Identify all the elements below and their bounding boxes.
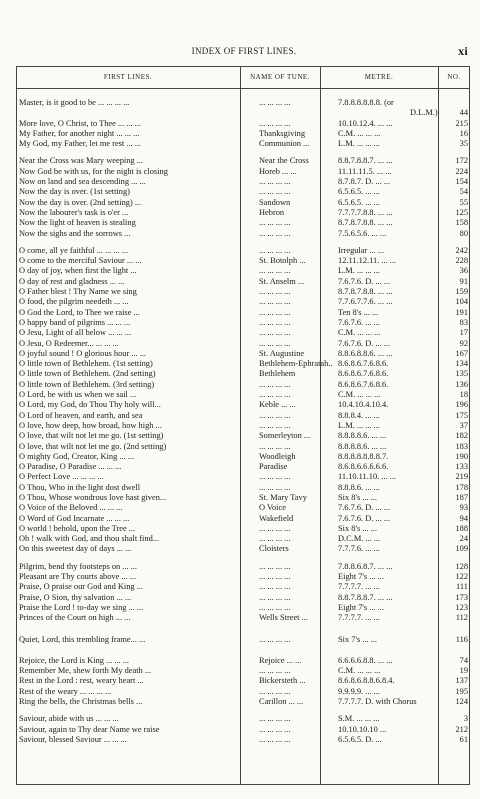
metre: 8.7.8.7.8.8. ... ... [338,287,393,297]
tune-name: Horeb ... ... [259,166,297,176]
first-line: O Jesu, Light of all below ... ... ... [19,328,132,338]
hymn-number: 167 [455,348,468,358]
tune-name: ... ... ... ... [259,734,291,744]
metre: S.M. ... ... ... [338,714,380,724]
table-row [16,139,470,149]
first-line: Praise the Lord ! to-day we sing ... ... [19,602,144,612]
table-row [16,524,470,534]
hymn-number: 191 [455,307,468,317]
table-row [16,452,470,462]
page-header [20,44,468,58]
hymn-number: 215 [455,118,468,128]
metre: 8.7.8.7. D. ... ... [338,177,391,187]
tune-name: ... ... ... ... [259,297,291,307]
hymn-number: 224 [455,166,468,176]
metre: 8.6.8.6.7.6.8.6. [338,359,389,369]
first-line: O Perfect Love ... ... ... ... [19,472,104,482]
table-row [16,256,470,266]
hymn-number: 188 [455,523,468,533]
first-line: O Word of God Incarnate ... ... ... [19,513,130,523]
hymn-number: 182 [455,431,468,441]
metre: 8.7.8.7.8.8. ... ... [338,218,393,228]
first-line: Now the day is over. (2nd setting) ... [19,197,142,207]
tune-name: ... ... ... ... [259,482,291,492]
tune-name: Thanksgiving [259,128,306,138]
hymn-number: 175 [455,410,468,420]
metre: Eight 7's ... ... [338,602,384,612]
tune-name: ... ... ... ... [259,410,291,420]
hymn-number: 158 [455,218,468,228]
tune-name: ... ... ... ... [259,379,291,389]
metre: C.M. ... ... ... [338,390,381,400]
table-row [16,287,470,297]
table-row [16,156,470,166]
metre: 7.6.7.6. D. ... ... [338,513,391,523]
metre: 8.6.8.6.7.6.8.6. [338,379,389,389]
metre: Irregular ... ... [338,245,385,255]
table-row [16,246,470,256]
metre: 12.11.12.11. ... ... [338,256,397,266]
first-line: O come, all ye faithful ... ... ... ... [19,245,129,255]
table-row [16,369,470,379]
hymn-number: 135 [455,369,468,379]
first-line: O day of rest and gladness ... ... [19,276,125,286]
hymn-number: 19 [459,666,468,676]
table-row [16,593,470,603]
hymn-number: 195 [455,686,468,696]
table-row [16,714,470,724]
tune-name: ... ... ... ... [259,634,291,644]
table-row [16,635,470,645]
tune-name: Sandown [259,197,291,207]
hymn-number: 124 [455,697,468,707]
hymn-number: 136 [455,379,468,389]
hymn-number: 74 [459,655,468,665]
first-line: My God, my Father, let me rest ... ... [19,139,142,149]
hymn-number: 112 [455,613,468,623]
hymn-number: 94 [459,513,468,523]
first-line: Pilgrim, bend thy footsteps on ... ... [19,561,137,571]
metre: 10.4.10.4.10.4. [338,400,389,410]
metre: L.M. ... ... ... [338,266,380,276]
first-line: O love, how deep, how broad, how high ... [19,420,162,430]
tune-name: ... ... ... ... [259,390,291,400]
table-row [16,177,470,187]
first-line: Master, is it good to be ... ... ... ... [19,98,130,107]
table-row [16,308,470,318]
table-row [16,503,470,513]
hymn-number: 228 [455,256,468,266]
first-line: Saviour, blessed Saviour ... ... ... [19,734,127,744]
table-row [16,218,470,228]
first-line: Now God be with us, for the night is closing [19,166,168,176]
metre: 10.10.10.10 ... [338,724,387,734]
hymn-number: 178 [455,482,468,492]
page-number: xi [458,44,468,58]
hymn-number: 219 [455,472,468,482]
metre: 7.6.7.6. D. ... ... [338,503,391,513]
hymn-number: 35 [459,139,468,149]
hymn-number: 93 [459,503,468,513]
first-line: Princes of the Court on high ... ... [19,613,131,623]
hymn-number: 242 [455,245,468,255]
table-row [16,613,470,623]
metre: L.M. ... ... ... [338,139,380,149]
metre: Eight 7's ... ... [338,572,384,582]
tune-name: ... ... ... ... [259,307,291,317]
table-row [16,339,470,349]
column-header-first-lines: FIRST LINES. [103,73,153,81]
tune-name: Cloisters [259,544,289,554]
table-row [16,400,470,410]
metre: 7.7.7.7. ... ... [338,613,380,623]
tune-name: ... ... ... ... [259,534,291,544]
metre: 9.9.9.9. ... ... [338,686,380,696]
tune-name: Somerleyton ... [259,431,311,441]
metre: 8.8.8.8.6. ... ... [338,441,387,451]
first-line: O little town of Bethlehem. (1st setting) [19,359,153,369]
metre: 8.8.6.8.8.6. ... ... [338,348,393,358]
metre: Six 8's ... ... [338,492,377,502]
tune-name: Keble ... ... [259,400,296,410]
tune-name: ... ... ... ... [259,724,291,734]
hymn-number: 18 [459,390,468,400]
table-row [16,572,470,582]
metre: 8.8.8.6. ... ... [338,482,380,492]
first-line: Now the light of heaven is stealing [19,218,136,228]
first-line: Now the sighs and the sorrows ... [19,228,131,238]
first-line: O love, that wilt not let me go. (1st setting) [19,431,164,441]
metre: 10.10.12.4. ... ... [338,118,393,128]
table-row [16,198,470,208]
column-header-row [16,66,470,89]
table-row [16,562,470,572]
hymn-number: 16 [459,128,468,138]
first-line: Praise, O Sion, thy salvation ... ... [19,592,132,602]
first-line: Now the day is over. (1st setting) [19,187,130,197]
tune-name: O Voice [259,503,286,513]
table-row [16,462,470,472]
metre: C.M. ... ... ... [338,666,381,676]
first-line: Rest in the Lord : rest, weary heart ... [19,676,144,686]
metre: 7.7.6.7.7.6. ... ... [338,297,393,307]
first-line: O Lord, be with us when we sail ... [19,390,137,400]
tune-name: ... ... ... ... [259,187,291,197]
hymn-number: 61 [459,734,468,744]
first-line: Now on land and sea descending ... ... [19,177,146,187]
table-row [16,676,470,686]
tune-name: ... ... ... ... [259,602,291,612]
tune-name: ... ... ... ... [259,523,291,533]
metre: 8.8.7.8.8.7. ... ... [338,156,393,166]
metre: 7.6.7.6. ... ... [338,317,380,327]
metre: Six 8's ... ... [338,523,377,533]
metre-continued: D.L.M.) [410,108,438,118]
first-line: Pleasant are Thy courts above ... ... [19,572,137,582]
tune-name: Rejoice ... ... [259,655,302,665]
tune-name: Woodleigh [259,451,296,461]
first-line: Saviour, again to Thy dear Name we raise [19,724,160,734]
column-header-number: NO. [447,73,461,81]
first-line: O world ! behold, upon the Tree ... [19,523,136,533]
tune-name: ... ... ... ... [259,228,291,238]
metre: 7.5.6.5.6. ... ... [338,228,387,238]
table-row [16,318,470,328]
table-row [16,167,470,177]
tune-name: ... ... ... ... [259,592,291,602]
tune-name: ... ... ... ... [259,287,291,297]
tune-name: Communion ... [259,139,310,149]
tune-name: ... ... ... ... [259,338,291,348]
table-row [16,187,470,197]
metre: 8.8.7.8.8.7. ... ... [338,592,393,602]
hymn-number: 122 [455,572,468,582]
tune-name: Wakefield [259,513,294,523]
metre: 8.6.8.6.7.6.8.6. [338,369,389,379]
table-row [16,266,470,276]
tune-name: St. Botolph ... [259,256,306,266]
table-row [16,544,470,554]
table-row [16,380,470,390]
tune-name: ... ... ... ... [259,177,291,187]
first-line: Remember Me, shew forth My death ... [19,666,152,676]
table-row [16,349,470,359]
hymn-number: 172 [455,156,468,166]
first-line: O Thou, Who in the light dost dwell [19,482,141,492]
metre: 8.6.8.6.6.6.6.6. [338,462,389,472]
hymn-number: 54 [459,187,468,197]
table-row [16,98,470,119]
hymn-number: 111 [456,582,468,592]
hymn-number: 154 [455,177,468,187]
hymn-number: 91 [459,276,468,286]
table-row [16,328,470,338]
first-line: O God the Lord, to Thee we raise ... [19,307,140,317]
hymn-number: 183 [455,441,468,451]
hymn-number: 212 [455,724,468,734]
tune-name: St. Augustine [259,348,305,358]
tune-name: ... ... ... ... [259,245,291,255]
table-row [16,493,470,503]
table-row [16,411,470,421]
hymn-number: 55 [459,197,468,207]
page-title: INDEX OF FIRST LINES. [191,46,297,56]
hymn-number: 134 [455,359,468,369]
metre: 7.7.7.7.8.8. ... ... [338,207,393,217]
hymn-number: 116 [455,634,468,644]
hymn-number: 133 [455,462,468,472]
metre: Ten 8's ... ... [338,307,379,317]
tune-name: Carillon ... ... [259,697,304,707]
first-line: Ring the bells, the Christmas bells ... [19,697,143,707]
table-row [16,119,470,129]
table-row [16,431,470,441]
hymn-number: 17 [459,328,468,338]
tune-name: Wells Street ... [259,613,308,623]
first-line: Now the labourer's task is o'er ... [19,207,129,217]
metre: 7.7.7.6. ... ... [338,544,380,554]
metre: 11.11.11.5. ... ... [338,166,392,176]
tune-name: Bethlehem-Ephratah.. [259,359,333,369]
first-line: O Lord of heaven, and earth, and sea [19,410,143,420]
hymn-number: 44 [459,108,468,118]
metre: 7.7.7.7. D. with Chorus [338,697,417,707]
table-row [16,725,470,735]
hymn-number: 125 [455,207,468,217]
first-line: O little town of Bethlehem. (3rd setting) [19,379,155,389]
table-row [16,534,470,544]
table-row [16,687,470,697]
hymn-number: 80 [459,228,468,238]
metre: D.C.M. ... ... [338,534,381,544]
first-line: Quiet, Lord, this trembling frame... ... [19,634,146,644]
metre: 11.10.11.10. ... ... [338,472,397,482]
table-row [16,666,470,676]
metre: C.M. ... ... ... [338,328,381,338]
tune-name: St. Mary Tavy [259,492,307,502]
first-line: On this sweetest day of days ... ... [19,544,132,554]
table-row [16,129,470,139]
tune-name: ... ... ... ... [259,686,291,696]
hymn-number: 159 [455,287,468,297]
metre: 8.8.8.8.6. ... ... [338,431,387,441]
first-line: O Paradise, O Paradise ... ... ... [19,462,122,472]
first-line: O come to the merciful Saviour ... ... [19,256,142,266]
table-row [16,359,470,369]
tune-name: ... ... ... ... [259,714,291,724]
first-line: More love, O Christ, to Thee ... ... ... [19,118,141,128]
tune-name: ... ... ... ... [259,572,291,582]
metre: 6.5.6.5. D. ... [338,734,382,744]
first-line: O Thou, Whose wondrous love hast given... [19,492,167,502]
first-line: O Voice of the Beloved ... ... ... [19,503,123,513]
hymn-number: 187 [455,492,468,502]
hymn-number: 173 [455,592,468,602]
table-row [16,297,470,307]
metre: 6.6.6.6.8.8. ... ... [338,655,393,665]
table-row [16,582,470,592]
hymn-number: 83 [459,317,468,327]
index-rows [16,98,470,745]
first-line: Oh ! walk with God, and thou shalt find... [19,534,160,544]
tune-name: ... ... ... ... [259,266,291,276]
tune-name: Bickersteth ... [259,676,306,686]
table-row [16,229,470,239]
metre: C.M. ... ... ... [338,128,381,138]
tune-name: ... ... ... ... [259,441,291,451]
table-row [16,656,470,666]
table-row [16,472,470,482]
tune-name: St. Anselm ... [259,276,305,286]
table-row [16,390,470,400]
metre: 7.6.7.6. D. ... ... [338,276,391,286]
metre: Six 7's ... ... [338,634,377,644]
table-row [16,697,470,707]
metre: 8.8.8.8.8.8.8.7. [338,451,389,461]
tune-name: Bethlehem [259,369,296,379]
table-row [16,483,470,493]
table-row [16,421,470,431]
hymn-number: 128 [455,561,468,571]
tune-name: Paradise [259,462,288,472]
tune-name: ... ... ... ... [259,472,291,482]
first-line: Praise, O praise our God and King ... [19,582,143,592]
tune-name: ... ... ... ... [259,218,291,228]
metre: 7.8.8.6.8.7. ... ... [338,561,393,571]
first-line: Rest of the weary ... ... ... ... [19,686,112,696]
metre: 8.6.8.6.8.8.6.8.4. [338,676,395,686]
first-line: O happy band of pilgrims ... ... ... [19,317,131,327]
first-line: O day of joy, when first the light ... [19,266,137,276]
tune-name: ... ... ... ... [259,420,291,430]
first-line: Saviour, abide with us ... ... ... [19,714,119,724]
tune-name: ... ... ... ... [259,317,291,327]
first-line: O joyful sound ! O glorious hour ... ... [19,348,147,358]
hymn-number: 137 [455,676,468,686]
metre: 7.6.7.6. D. ... ... [338,338,391,348]
tune-name: ... ... ... ... [259,118,291,128]
hymn-number: 104 [455,297,468,307]
tune-name: Hebron [259,207,285,217]
table-row [16,442,470,452]
hymn-number: 37 [459,420,468,430]
metre: 6.5.6.5. ... ... [338,197,380,207]
first-line: O Lord, my God, do Thou Thy holy will... [19,400,161,410]
table-row [16,277,470,287]
first-line: Rejoice, the Lord is King ... ... ... [19,655,130,665]
hymn-number: 3 [463,714,468,724]
hymn-number: 36 [459,266,468,276]
first-line: My Father, for another night ... ... ... [19,128,140,138]
hymn-number: 123 [455,602,468,612]
metre: 7.7.7.7. ... ... [338,582,380,592]
tune-name: ... ... ... ... [259,328,291,338]
first-line: O Jesu, O Redeemer... ... ... ... [19,338,119,348]
first-line: O food, the pilgrim needeth ... ... [19,297,129,307]
tune-name: ... ... ... ... [259,561,291,571]
metre: L.M. ... ... ... [338,420,380,430]
tune-name: Near the Cross [259,156,309,166]
tune-name: ... ... ... ... [259,666,291,676]
hymn-number: 92 [459,338,468,348]
table-row [16,208,470,218]
table-row [16,735,470,745]
first-line: O Father blest ! Thy Name we sing [19,287,137,297]
hymn-number: 190 [455,451,468,461]
column-header-tune: NAME OF TUNE. [250,73,310,81]
first-line: Near the Cross was Mary weeping ... [19,156,143,166]
tune-name: ... ... ... ... [259,98,291,107]
tune-name: ... ... ... ... [259,582,291,592]
column-header-metre: METRE. [364,73,394,81]
metre: 8.8.8.4. ... ... [338,410,380,420]
metre: 6.5.6.5. ... ... [338,187,380,197]
metre: 7.8.8.8.8.8.8. (or [338,98,394,107]
first-line: O mighty God, Creator, King ... ... [19,451,135,461]
table-row [16,603,470,613]
hymn-number: 24 [459,534,468,544]
hymn-number: 196 [455,400,468,410]
first-line: O little town of Bethlehem. (2nd setting) [19,369,156,379]
first-line: O love, that wilt not let me go. (2nd setting) [19,441,167,451]
table-row [16,514,470,524]
hymn-number: 109 [455,544,468,554]
